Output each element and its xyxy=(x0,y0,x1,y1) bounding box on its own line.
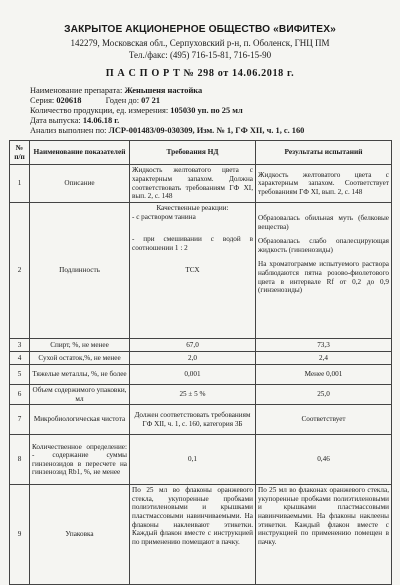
meta-release xyxy=(30,116,119,125)
table-row xyxy=(10,405,392,435)
table-row xyxy=(10,339,392,352)
row-res: 0,46 xyxy=(256,435,392,485)
company-name: ЗАКРЫТОЕ АКЦИОНЕРНОЕ ОБЩЕСТВО «ВИФИТЕХ» xyxy=(64,24,336,35)
req-line: - с раствором танина xyxy=(132,212,196,221)
row-res: Менее 0,001 xyxy=(256,365,392,385)
row-name: Спирт, %, не менее xyxy=(30,339,130,352)
meta-release-label: Дата выпуска: xyxy=(30,116,81,125)
meta-qty-label: Количество продукции, ед. измерения: xyxy=(30,106,169,115)
row-req: Жидкость желтоватого цвета с характерным запахом. Должна соответствовать требованиям ГФ XI, вып. 2, с. 148 xyxy=(130,165,256,203)
req-line: ТСХ xyxy=(185,266,200,275)
meta-analysis-value: ЛСР-001483/09-030309, Изм. № 1, ГФ XII, ч. 1, с. 160 xyxy=(108,126,305,135)
row-res: Соответствует xyxy=(256,405,392,435)
res-line: Образовалась обильная муть (белковые вещества) xyxy=(258,214,389,231)
res-line: Образовалась слабо опалесцирующая жидкость (гинзенозиды) xyxy=(258,237,389,254)
row-req: 0,1 xyxy=(130,435,256,485)
meta-release-value: 14.06.18 г. xyxy=(82,116,120,125)
row-num: 8 xyxy=(10,435,30,485)
company-address: 142279, Московская обл., Серпуховский р-н, п. Оболенск, ГНЦ ПМ xyxy=(70,38,330,48)
row-req: 2,0 xyxy=(130,352,256,365)
meta-series-label: Серия: xyxy=(30,96,55,105)
row-req: 0,001 xyxy=(130,365,256,385)
results-table xyxy=(9,140,392,585)
company-phone: Тел./факс: (495) 716-15-81, 716-15-90 xyxy=(128,50,272,60)
table-row xyxy=(10,203,392,339)
row-res xyxy=(256,203,392,339)
row-name: Подлинность xyxy=(30,203,130,339)
header-num: № п/п xyxy=(10,141,30,165)
row-req: 67,0 xyxy=(130,339,256,352)
meta-analysis xyxy=(30,126,304,135)
table-row xyxy=(10,435,392,485)
table-row xyxy=(10,165,392,203)
meta-qty-value: 105030 уп. по 25 мл xyxy=(170,106,243,115)
table-row xyxy=(10,385,392,405)
table-row xyxy=(10,485,392,585)
row-req: Должен соответствовать требованиям ГФ XII, ч. 1, с. 160, категория 3Б xyxy=(130,405,256,435)
row-req: По 25 мл во флаконы оранжевого стекла, укупоренные пробками полиэтиленовыми и крышками пластмассовыми навинчиваемыми. На флаконы наклеивают этикетки. Каждый флакон вместе с инструкцией по применению помещают в пачку. xyxy=(130,485,256,585)
row-name: Сухой остаток,%, не менее xyxy=(30,352,130,365)
header-results: Результаты испытаний xyxy=(256,141,392,165)
row-name: Количественное определение: - содержание суммы гинзенозидов в пересчете на гинзенозид Rb1, %, не менее xyxy=(30,435,130,485)
row-num: 4 xyxy=(10,352,30,365)
row-req: 25 ± 5 % xyxy=(130,385,256,405)
row-res: По 25 мл во флаконах оранжевого стекла, укупоренные пробками полиэтиленовыми и крышками пластмассовыми навинчиваемыми. На флаконы наклеены этикетки. Каждый флакон вместе с инструкцией по применению помещен в пачку. xyxy=(256,485,392,585)
row-req xyxy=(130,203,256,339)
passport-title: П А С П О Р Т № 298 от 14.06.2018 г. xyxy=(105,68,295,79)
row-name: Микробиологическая чистота xyxy=(30,405,130,435)
row-num: 9 xyxy=(10,485,30,585)
row-name: Описание xyxy=(30,165,130,203)
table-row xyxy=(10,365,392,385)
header-name: Наименование показателей xyxy=(30,141,130,165)
meta-expiry-value: 07 21 xyxy=(141,96,160,105)
meta-name-value: Женьшеня настойка xyxy=(124,86,203,95)
meta-quantity xyxy=(30,106,243,115)
row-res: 25,0 xyxy=(256,385,392,405)
row-num: 6 xyxy=(10,385,30,405)
header-requirements: Требования НД xyxy=(130,141,256,165)
row-res: 73,3 xyxy=(256,339,392,352)
row-num: 5 xyxy=(10,365,30,385)
row-num: 1 xyxy=(10,165,30,203)
row-res: Жидкость желтоватого цвета с характерным запахом. Соответствует требованиям ГФ XI, вып. 2, с. 148 xyxy=(256,165,392,203)
row-name: Тяжелые металлы, %, не более xyxy=(30,365,130,385)
row-res: 2,4 xyxy=(256,352,392,365)
meta-analysis-label: Анализ выполнен по: xyxy=(30,126,107,135)
req-line: Качественные реакции: xyxy=(156,204,229,212)
row-name: Упаковка xyxy=(30,485,130,585)
meta-name-label: Наименование препарата: xyxy=(30,86,123,95)
row-name: Объем содержимого упаковки, мл xyxy=(30,385,130,405)
meta-series-value: 020618 xyxy=(56,96,82,105)
meta-series xyxy=(30,96,160,105)
meta-name xyxy=(30,86,202,95)
meta-expiry-label: Годен до: xyxy=(105,96,140,105)
req-line: - при смешивании с водой в соотношении 1 : 2 xyxy=(132,235,253,252)
row-num: 2 xyxy=(10,203,30,339)
row-num: 3 xyxy=(10,339,30,352)
row-num: 7 xyxy=(10,405,30,435)
table-row xyxy=(10,352,392,365)
res-line: На хроматограмме испытуемого раствора наблюдаются пятна розово-фиолетового цвета в интервале Rf от 0,2 до 0,9 (гинзенозиды) xyxy=(258,260,389,295)
